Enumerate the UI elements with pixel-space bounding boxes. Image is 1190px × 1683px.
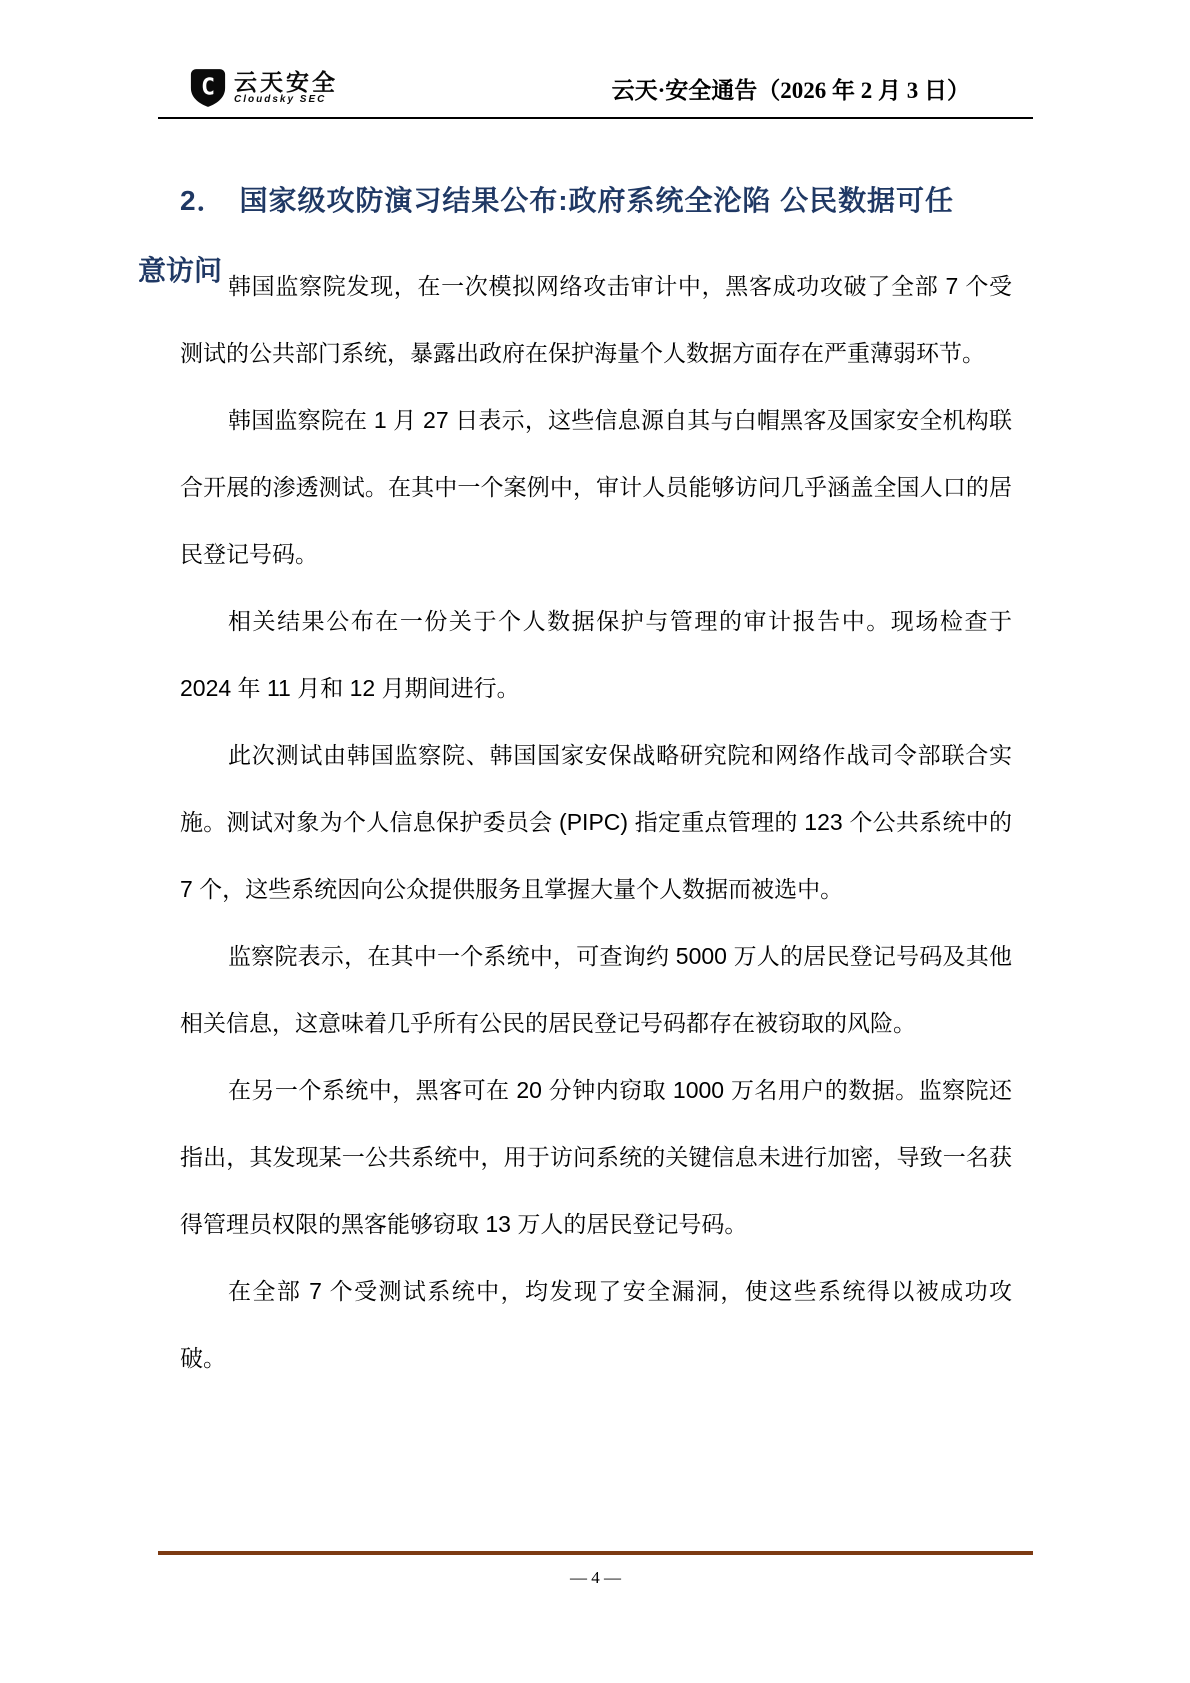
footer-divider-line <box>158 1551 1033 1555</box>
logo-text <box>234 70 338 106</box>
section-heading-number: 2． <box>180 185 226 217</box>
section-heading-text: 国家级攻防演习结果公布:政府系统全沦陷 公民数据可任意访问 <box>138 185 954 287</box>
bulletin-header-title: 云天·安全通告（2026 年 2 月 3 日） <box>611 78 970 103</box>
header-divider-line <box>158 117 1033 119</box>
article-body <box>180 253 1012 1392</box>
page-number: — 4 — <box>570 1568 621 1587</box>
company-logo <box>190 68 338 108</box>
paragraph: 此次测试由韩国监察院、韩国国家安保战略研究院和网络作战司令部联合实施。测试对象为个人信息保护委员会 (PIPC) 指定重点管理的 123 个公共系统中的 7 个，这些系统因向公众提供服务且掌握大量个人数据而被选中。 <box>180 742 1012 902</box>
shield-c-logo-icon <box>190 68 226 108</box>
paragraph: 在另一个系统中，黑客可在 20 分钟内窃取 1000 万名用户的数据。监察院还指出，其发现某一公共系统中，用于访问系统的关键信息未进行加密，导致一名获得管理员权限的黑客能够窃取 13 万人的居民登记号码。 <box>180 1077 1012 1237</box>
svg-text:C: C <box>200 72 216 101</box>
paragraph: 韩国监察院发现，在一次模拟网络攻击审计中，黑客成功攻破了全部 7 个受测试的公共部门系统，暴露出政府在保护海量个人数据方面存在严重薄弱环节。 <box>180 273 1012 366</box>
paragraph: 在全部 7 个受测试系统中，均发现了安全漏洞，使这些系统得以被成功攻破。 <box>180 1278 1012 1371</box>
logo-name-english: Cloudsky SEC <box>234 94 327 105</box>
logo-name-chinese: 云天安全 <box>234 69 338 95</box>
paragraph: 监察院表示，在其中一个系统中，可查询约 5000 万人的居民登记号码及其他相关信息，这意味着几乎所有公民的居民登记号码都存在被窃取的风险。 <box>180 943 1012 1036</box>
paragraph: 相关结果公布在一份关于个人数据保护与管理的审计报告中。现场检查于 2024 年 11 月和 12 月期间进行。 <box>180 608 1012 701</box>
paragraph: 韩国监察院在 1 月 27 日表示，这些信息源自其与白帽黑客及国家安全机构联合开展的渗透测试。在其中一个案例中，审计人员能够访问几乎涵盖全国人口的居民登记号码。 <box>180 407 1012 567</box>
